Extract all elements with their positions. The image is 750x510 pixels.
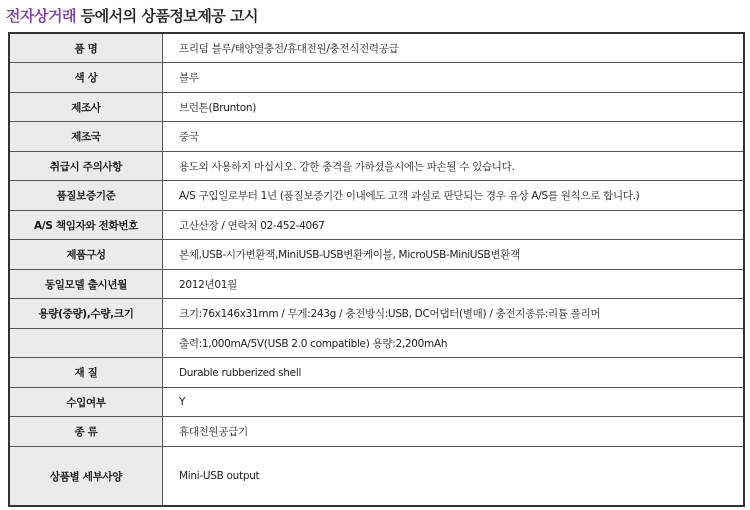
table-row	[9, 240, 744, 270]
row-label: 품질보증기준	[9, 181, 163, 211]
product-info-table	[8, 32, 745, 507]
row-label: 제조국	[9, 122, 163, 152]
row-label: 동일모델 출시년월	[9, 270, 163, 299]
row-label: 용량(중량),수량,크기	[9, 299, 163, 329]
row-value: 출력:1,000mA/5V(USB 2.0 compatible) 용량:2,200mAh	[163, 329, 745, 358]
table-row	[9, 93, 744, 122]
row-label: 취급시 주의사항	[9, 152, 163, 181]
row-value: 브런톤(Brunton)	[163, 93, 745, 122]
row-value: 휴대전원공급기	[163, 417, 745, 447]
table-row	[9, 358, 744, 388]
table-row	[9, 33, 744, 63]
row-value: 본체,USB-시가변환잭,MiniUSB-USB변환케이블, MicroUSB-MiniUSB변환잭	[163, 240, 745, 270]
row-value: Mini-USB output	[163, 447, 745, 507]
row-value: Y	[163, 388, 745, 417]
row-value: 크기:76x146x31mm / 무게:243g / 충전방식:USB, DC어댑터(별매) / 충전지종류:리튬 폴리머	[163, 299, 745, 329]
table-row	[9, 211, 744, 240]
table-row	[9, 447, 744, 507]
row-label	[9, 329, 163, 358]
row-label: 색 상	[9, 63, 163, 93]
table-row	[9, 152, 744, 181]
row-value: Durable rubberized shell	[163, 358, 745, 388]
page-title	[6, 4, 258, 28]
table-row	[9, 181, 744, 211]
row-value: 블루	[163, 63, 745, 93]
table-row	[9, 388, 744, 417]
table-row	[9, 417, 744, 447]
page-title-accent: 전자상거래	[6, 7, 76, 25]
row-label: 제품구성	[9, 240, 163, 270]
row-value: 프리덤 블루/태양열충전/휴대전원/충전식전력공급	[163, 33, 745, 63]
table-row	[9, 270, 744, 299]
page-title-rest: 등에서의 상품정보제공 고시	[75, 7, 259, 25]
row-label: A/S 책임자와 전화번호	[9, 211, 163, 240]
row-label: 수입여부	[9, 388, 163, 417]
row-label: 재 질	[9, 358, 163, 388]
table-row	[9, 63, 744, 93]
table-row	[9, 122, 744, 152]
row-label: 상품별 세부사양	[9, 447, 163, 507]
row-value: 고산산장 / 연락처 02-452-4067	[163, 211, 745, 240]
table-row	[9, 299, 744, 329]
row-value: 용도외 사용하지 마십시오. 강한 충격을 가하셨을시에는 파손될 수 있습니다.	[163, 152, 745, 181]
row-label: 종 류	[9, 417, 163, 447]
row-value: 중국	[163, 122, 745, 152]
row-label: 품 명	[9, 33, 163, 63]
row-label: 제조사	[9, 93, 163, 122]
row-value: A/S 구입일로부터 1년 (품질보증기간 이내에도 고객 과실로 판단되는 경우 유상 A/S를 원칙으로 합니다.)	[163, 181, 745, 211]
table-row	[9, 329, 744, 358]
row-value: 2012년01월	[163, 270, 745, 299]
